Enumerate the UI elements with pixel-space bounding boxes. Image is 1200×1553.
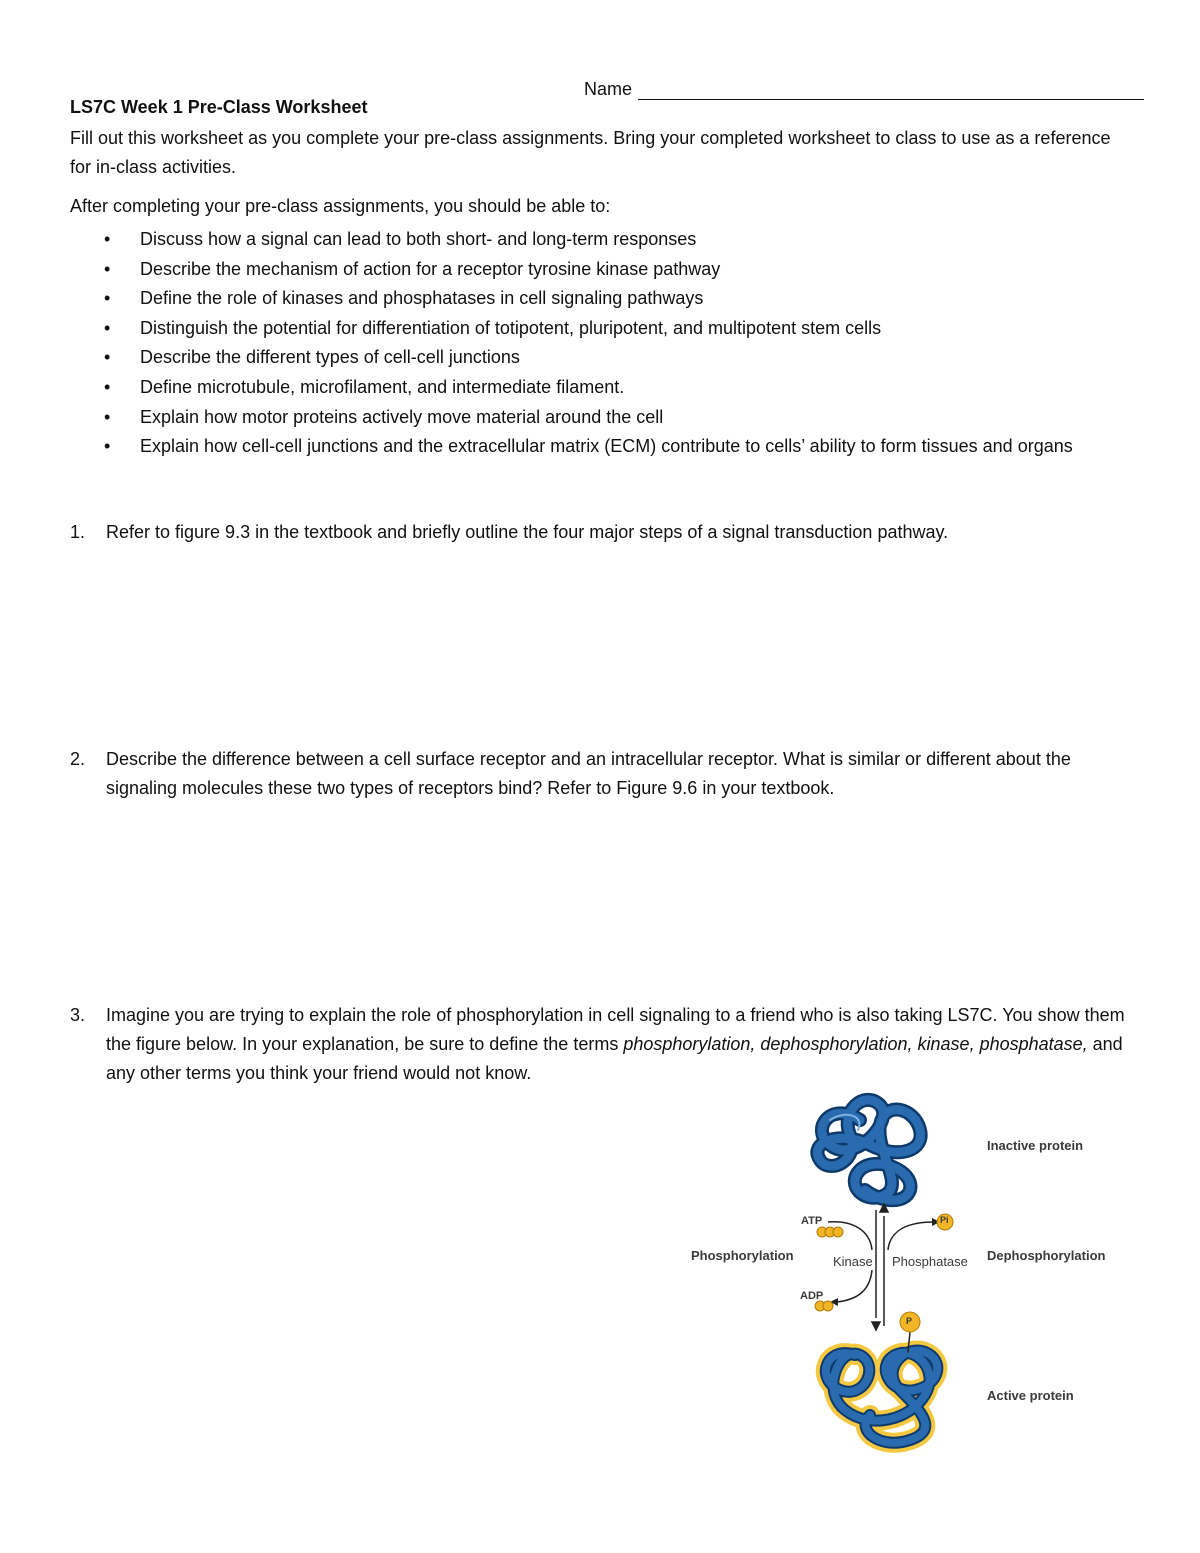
name-label: Name bbox=[584, 79, 633, 99]
objective-item: • Define the role of kinases and phosphatases in cell signaling pathways bbox=[70, 284, 1130, 314]
phosphatase-label: Phosphatase bbox=[892, 1254, 968, 1269]
question-text: Describe the difference between a cell surface receptor and an intracellular receptor. What is similar or different about the signaling molecules these two types of receptors bind? Refer to Figure 9.6 in your textbook. bbox=[106, 749, 1071, 798]
p-label: P bbox=[906, 1316, 913, 1326]
inactive-protein-label: Inactive protein bbox=[987, 1138, 1084, 1153]
kinase-label: Kinase bbox=[833, 1254, 873, 1269]
bullet-icon: • bbox=[104, 258, 111, 279]
objective-item: • Explain how cell-cell junctions and the extracellular matrix (ECM) contribute to cells’ ability to form tissues and organs bbox=[70, 432, 1130, 462]
phosphorylation-figure bbox=[680, 1090, 1140, 1460]
objectives-list bbox=[70, 225, 1130, 462]
question-number: 3. bbox=[70, 1005, 86, 1025]
adp-icon bbox=[815, 1301, 833, 1311]
question-text: Imagine you are trying to explain the role of phosphorylation in cell signaling to a friend who is also taking LS7C. You show them the figure below. In your explanation, be sure to define the terms phosphorylation, dephosphorylation, kinase, phosphatase, and any other terms you think your friend would not know. bbox=[106, 1005, 1125, 1083]
italic-terms: phosphorylation, dephosphorylation, kinase, phosphatase, bbox=[623, 1034, 1088, 1054]
atp-label: ATP bbox=[801, 1215, 823, 1227]
question-number: 1. bbox=[70, 522, 86, 542]
question-text: Refer to figure 9.3 in the textbook and briefly outline the four major steps of a signal transduction pathway. bbox=[106, 522, 949, 542]
objectives-lead: After completing your pre-class assignments, you should be able to: bbox=[70, 196, 611, 216]
bullet-icon: • bbox=[104, 229, 111, 249]
bullet-icon: • bbox=[104, 406, 111, 427]
reaction-arrows bbox=[872, 1204, 888, 1330]
adp-label: ADP bbox=[800, 1290, 824, 1302]
atp-icon bbox=[817, 1227, 843, 1237]
active-protein-label: Active protein bbox=[987, 1388, 1074, 1403]
objective-item: • Distinguish the potential for differentiation of totipotent, pluripotent, and multipotent stem cells bbox=[70, 314, 1130, 344]
bullet-icon: • bbox=[104, 347, 111, 368]
answer-area-2[interactable] bbox=[106, 812, 1126, 992]
active-protein-shape bbox=[826, 1332, 938, 1443]
inactive-protein-shape bbox=[817, 1100, 920, 1200]
question-2 bbox=[70, 745, 1130, 803]
question-number: 2. bbox=[70, 749, 86, 769]
phosphatase-side-curves bbox=[888, 1218, 940, 1250]
answer-area-1[interactable] bbox=[106, 558, 1126, 733]
pi-label: Pi bbox=[940, 1215, 949, 1225]
phosphorylation-label: Phosphorylation bbox=[691, 1248, 794, 1263]
bullet-icon: • bbox=[104, 317, 111, 338]
objective-item: • Define microtubule, microfilament, and intermediate filament. bbox=[70, 373, 1130, 403]
worksheet-intro: Fill out this worksheet as you complete your pre-class assignments. Bring your completed worksheet to class to use as a reference for in-class activities. bbox=[70, 128, 1111, 177]
objective-item: • Describe the mechanism of action for a receptor tyrosine kinase pathway bbox=[70, 255, 1130, 285]
bullet-icon: • bbox=[104, 376, 111, 397]
answer-area-3[interactable] bbox=[106, 1100, 666, 1520]
objective-item: • Explain how motor proteins actively move material around the cell bbox=[70, 403, 1130, 433]
name-blank-line[interactable] bbox=[638, 77, 1144, 100]
name-field-row bbox=[584, 70, 1144, 100]
bullet-icon: • bbox=[104, 436, 111, 457]
bullet-icon: • bbox=[104, 288, 111, 309]
question-1 bbox=[70, 518, 1130, 547]
question-3 bbox=[70, 1001, 1130, 1088]
objective-item: • Discuss how a signal can lead to both short- and long-term responses bbox=[70, 225, 1130, 255]
dephosphorylation-label: Dephosphorylation bbox=[987, 1248, 1106, 1263]
objective-item: • Describe the different types of cell-cell junctions bbox=[70, 343, 1130, 373]
worksheet-title: LS7C Week 1 Pre-Class Worksheet bbox=[70, 97, 368, 117]
